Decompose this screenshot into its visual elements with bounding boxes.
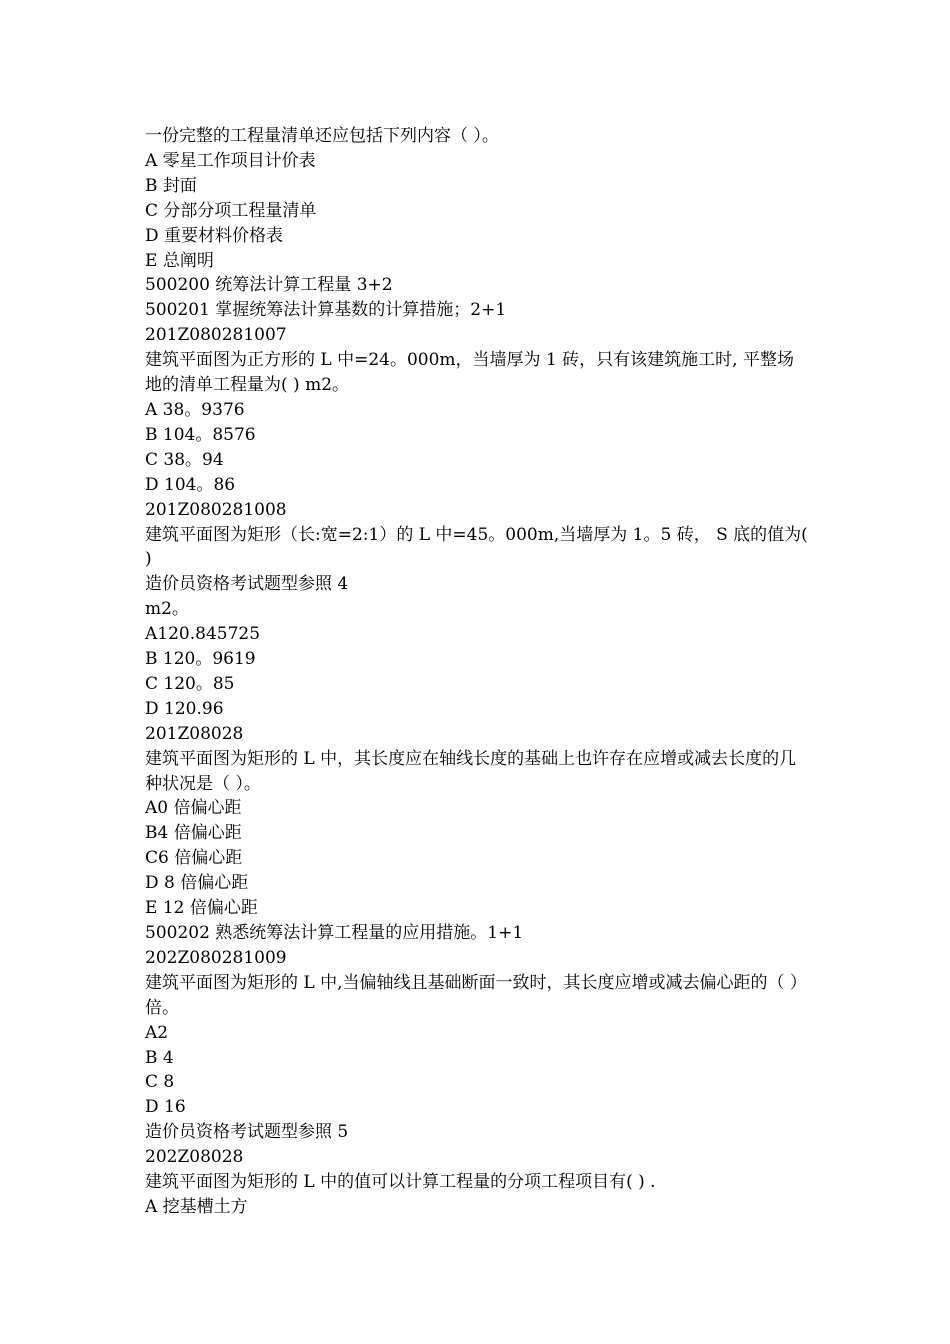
text-line: C 120。85 [145,673,235,694]
text-line: C 38。94 [145,449,224,470]
text-line: 201Z080281008 [145,499,287,520]
text-line: 造价员资格考试题型参照 5 [145,1122,349,1143]
text-line: 201Z08028 [145,723,244,744]
text-line: D 8 倍偏心距 [145,873,249,894]
text-line: 建筑平面图为矩形的 L 中的值可以计算工程量的分项工程项目有( ) . [145,1172,656,1193]
text-line: A2 [145,1022,169,1043]
text-line: 一份完整的工程量清单还应包括下列内容（ ）。 [145,126,499,146]
text-line: 建筑平面图为矩形（长:宽=2:1）的 L 中=45。000m,当墙厚为 1。5 砖， S 底的值为( ) [145,524,814,570]
text-line: D 104。86 [145,474,236,495]
text-line: E 12 倍偏心距 [145,898,258,919]
text-line: 500200 统筹法计算工程量 3+2 [145,275,393,296]
text-line: 201Z080281007 [145,325,287,346]
text-line: A 零星工作项目计价表 [145,150,316,171]
text-line: m2。 [145,599,189,620]
text-line: B4 倍偏心距 [145,823,242,844]
text-line: D 16 [145,1097,186,1118]
text-line: 建筑平面图为正方形的 L 中=24。000m，当墙厚为 1 砖，只有该建筑施工时, 平整场地的清单工程量为( ) m2。 [145,350,794,396]
text-line: 202Z08028 [145,1147,244,1168]
text-line: B 4 [145,1047,174,1068]
text-line: C6 倍偏心距 [145,848,243,869]
text-line: 500202 熟悉统筹法计算工程量的应用措施。1+1 [145,923,524,943]
text-line: D 120.96 [145,698,224,719]
text-line: E 总阐明 [145,250,214,271]
text-line: A 挖基槽土方 [145,1196,248,1217]
text-line: 造价员资格考试题型参照 4 [145,574,349,595]
document-body [145,124,814,1220]
text-line: B 120。9619 [145,649,256,670]
text-line: D 重要材料价格表 [145,225,284,246]
text-line: 500201 掌握统筹法计算基数的计算措施；2+1 [145,300,507,321]
text-line: A 38。9376 [145,399,245,420]
text-line: B 封面 [145,175,197,196]
text-line: B 104。8576 [145,424,256,445]
text-line: A120.845725 [145,624,261,645]
text-line: 建筑平面图为矩形的 L 中，其长度应在轴线长度的基础上也许存在应增或减去长度的几种状况是（ ）。 [145,748,797,794]
text-line: A0 倍偏心距 [145,798,242,819]
text-line: C 分部分项工程量清单 [145,200,317,221]
text-line: 202Z080281009 [145,947,287,968]
text-line: C 8 [145,1072,175,1093]
text-line: 建筑平面图为矩形的 L 中,当偏轴线且基础断面一致时，其长度应增或减去偏心距的（ ）倍。 [145,972,807,1018]
